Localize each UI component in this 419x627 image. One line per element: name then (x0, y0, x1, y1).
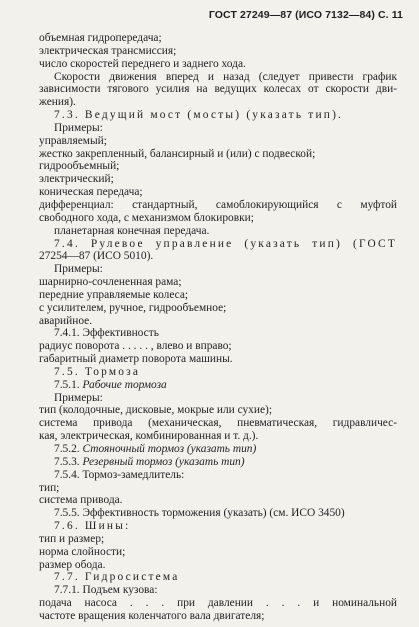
document-body (39, 32, 397, 623)
item-number: 7.5.3. (54, 455, 83, 468)
text-line: система привода. (39, 494, 123, 507)
text-line: размер обода. (39, 558, 106, 571)
text-line: свободного хода, с механизмом блокировки; (39, 211, 254, 224)
text-line: Примеры: (54, 121, 103, 134)
text-line: 7.7.1. Подъем кузова: (54, 584, 158, 597)
text-line: планетарная конечная передача. (54, 224, 210, 237)
text-line: дифференциал: стандартный, самоблокирующийся с муфтой (39, 198, 397, 211)
text-line: 7.3. Ведущий мост (мосты) (указать тип). (54, 109, 344, 122)
text-line: радиус поворота . . . . . , влево и вправо; (39, 340, 232, 353)
text-line: 7.7. Гидросистема (54, 571, 180, 584)
text-line: Примеры: (54, 391, 103, 404)
text-line: шарнирно-сочлененная рама; (39, 276, 182, 289)
text-line: управляемый; (39, 134, 107, 147)
text-line: жестко закрепленный, балансирный и (или) с подвеской; (39, 147, 316, 160)
text-line: 7.5.5. Эффективность торможения (указать) (см. ИСО 3450) (54, 507, 345, 520)
text-line: жения). (39, 96, 76, 109)
text-line: 7.6. Шины: (54, 520, 131, 533)
text-line: 7.5. Тормоза (54, 365, 141, 378)
text-line: подача насоса . . . при давлении . . . и номинальной (39, 597, 397, 610)
text-line: объемная гидропередача; (39, 32, 162, 44)
item-number: 7.5.2. (54, 443, 83, 455)
text-line: электрическая трансмиссия; (39, 44, 177, 57)
text-line (39, 456, 397, 469)
text-line: зависимости тягового усилия на ведущих колесах от скорости дви- (39, 83, 397, 96)
italic-text: Стояночный тормоз (указать тип) (82, 443, 257, 455)
italic-text: Резервный тормоз (указать тип) (82, 455, 245, 468)
text-line: гидрообъемный; (39, 160, 120, 173)
text-line: с усилителем, ручное, гидрообъемное; (39, 301, 227, 314)
text-line (39, 379, 397, 392)
text-line: 7.4.1. Эффективность (54, 327, 159, 340)
text-line: 7.5.4. Тормоз-замедлитель: (54, 468, 185, 481)
text-line: тип; (39, 481, 60, 494)
text-line: число скоростей переднего и заднего хода. (39, 57, 246, 70)
text-line: передние управляемые колеса; (39, 288, 189, 301)
text-line: электрический; (39, 173, 114, 186)
text-line: норма слойности; (39, 545, 126, 558)
text-line: аварийное. (39, 314, 93, 327)
page-header: ГОСТ 27249—87 (ИСО 7132—84) С. 11 (208, 9, 403, 21)
text-line: кая, электрическая, комбинированная и т. д.). (39, 430, 259, 443)
item-number: 7.5.1. (54, 378, 83, 391)
text-line: 7.4. Рулевое управление (указать тип) (ГОСТ (54, 237, 397, 250)
italic-text: Рабочие тормоза (82, 378, 167, 391)
text-line: коническая передача; (39, 186, 143, 199)
text-line (39, 443, 397, 456)
text-line: тип и размер; (39, 532, 105, 545)
text-line: частоте вращения коленчатого вала двигателя; (39, 609, 265, 622)
text-line: Скорости движения вперед и назад (следует привести график (54, 70, 397, 83)
text-line: система привода (механическая, пневматическая, гидравличес- (39, 417, 397, 430)
text-line: габаритный диаметр поворота машины. (39, 353, 233, 366)
text-line: тип (колодочные, дисковые, мокрые или сухие); (39, 404, 272, 417)
text-line: 27254—87 (ИСО 5010). (39, 250, 154, 263)
text-line: Примеры: (54, 263, 103, 276)
